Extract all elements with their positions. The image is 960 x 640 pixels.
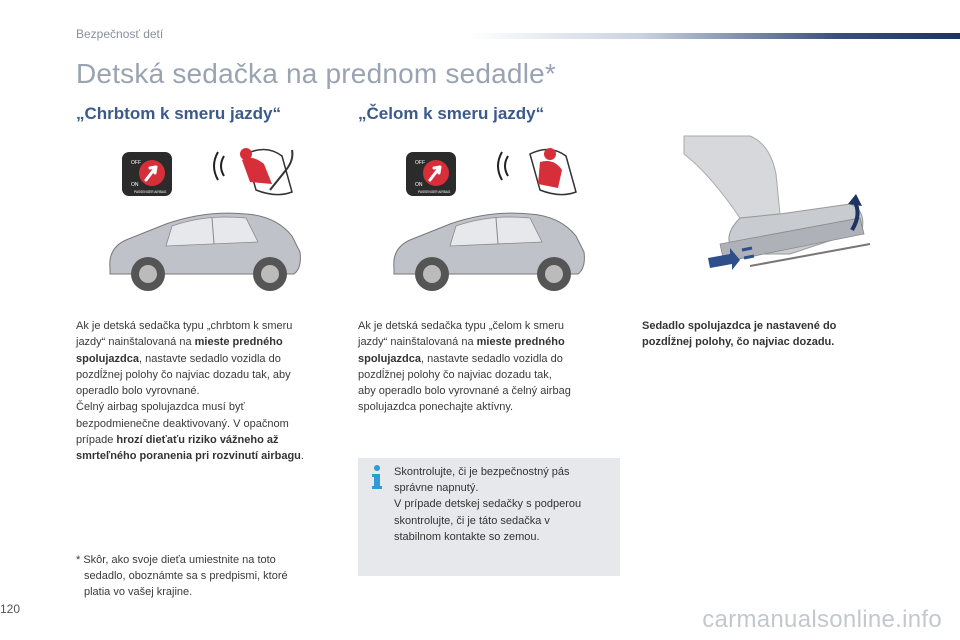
text-line: Skontrolujte, či je bezpečnostný pás xyxy=(394,466,570,478)
bold-text: hrozí dieťaťu riziko vážneho až xyxy=(116,434,279,447)
text-line: skontrolujte, či je táto sedačka v xyxy=(394,514,550,527)
seat-adjustment-illustration xyxy=(680,134,880,284)
info-icon xyxy=(370,464,384,490)
bold-text: mieste predného xyxy=(476,336,565,349)
car-side-view-icon xyxy=(394,213,585,291)
heading-rear-facing: „Chrbtom k smeru jazdy“ xyxy=(76,104,281,123)
text-line: aby operadlo bolo vyrovnané a čelný airbag xyxy=(358,385,571,398)
text-line: * Skôr, ako svoje dieťa umiestnite na toto xyxy=(76,554,276,566)
bold-text: smrteľného poranenia pri rozvinutí airbagu xyxy=(76,450,301,463)
section-title: Bezpečnosť detí xyxy=(76,27,164,41)
text-line: , nastavte sedadlo vozidla do xyxy=(420,352,563,365)
text-line: prípade xyxy=(76,434,117,447)
text-line: jazdy“ nainštalovaná na xyxy=(76,336,195,349)
rear-facing-description xyxy=(76,318,346,465)
text-line: pozdĺžnej polohy čo najviac dozadu tak, xyxy=(358,368,552,381)
text-line: , nastavte sedadlo vozidla do xyxy=(138,352,281,365)
text-line: bezpodmienečne deaktivovaný. V opačnom xyxy=(76,417,289,430)
svg-text:OFF: OFF xyxy=(415,160,425,166)
text-line: jazdy“ nainštalovaná na xyxy=(358,336,477,349)
text-line: sedadlo, oboznámte sa s predpismi, ktoré xyxy=(84,570,288,582)
svg-text:ON: ON xyxy=(131,182,139,188)
text-line: platia vo vašej krajine. xyxy=(84,586,193,598)
airbag-off-label-icon xyxy=(122,152,172,196)
bold-text: spolujazdca xyxy=(76,352,139,365)
rear-facing-illustration xyxy=(96,140,316,300)
text-line: stabilnom kontakte so zemou. xyxy=(394,530,540,543)
car-side-view-icon xyxy=(110,213,301,291)
bold-text: spolujazdca xyxy=(358,352,421,365)
text-line: Ak je detská sedačka typu „čelom k smeru xyxy=(358,320,565,332)
footnote xyxy=(76,552,336,600)
text-line: správne napnutý. xyxy=(394,482,479,495)
watermark: carmanualsonline.info xyxy=(702,606,942,633)
text-line: Čelný airbag spolujazdca musí byť xyxy=(76,401,245,414)
bold-text: Sedadlo spolujazdca je nastavené do xyxy=(642,320,837,332)
text-line: spolujazdca ponechajte aktívny. xyxy=(358,401,514,414)
text-line: pozdĺžnej polohy čo najviac dozadu tak, aby xyxy=(76,368,291,381)
text-line: Ak je detská sedačka typu „chrbtom k smeru xyxy=(76,320,293,332)
forward-facing-illustration xyxy=(380,140,600,300)
bold-text: pozdĺžnej polohy, čo najviac dozadu. xyxy=(642,336,835,349)
forward-facing-description xyxy=(358,318,620,416)
svg-text:ON: ON xyxy=(415,182,423,188)
svg-text:PASSENGER AIRBAG: PASSENGER AIRBAG xyxy=(134,190,167,194)
seat-position-note xyxy=(642,318,882,351)
svg-text:PASSENGER AIRBAG: PASSENGER AIRBAG xyxy=(418,190,451,194)
svg-text:OFF: OFF xyxy=(131,160,141,166)
info-box xyxy=(358,458,620,576)
header-gradient-bar xyxy=(470,33,960,39)
info-text xyxy=(394,464,614,545)
forward-facing-seat-icon xyxy=(498,148,576,195)
bold-text: mieste predného xyxy=(194,336,283,349)
page-number: 120 xyxy=(0,602,21,616)
text-line: . xyxy=(300,450,304,463)
heading-forward-facing: „Čelom k smeru jazdy“ xyxy=(358,104,545,123)
text-line: operadlo bolo vyrovnané. xyxy=(76,385,200,398)
airbag-on-label-icon xyxy=(406,152,456,196)
text-line: V prípade detskej sedačky s podperou xyxy=(394,498,582,511)
rear-facing-seat-icon xyxy=(214,148,292,195)
page-title: Detská sedačka na prednom sedadle* xyxy=(76,58,556,89)
